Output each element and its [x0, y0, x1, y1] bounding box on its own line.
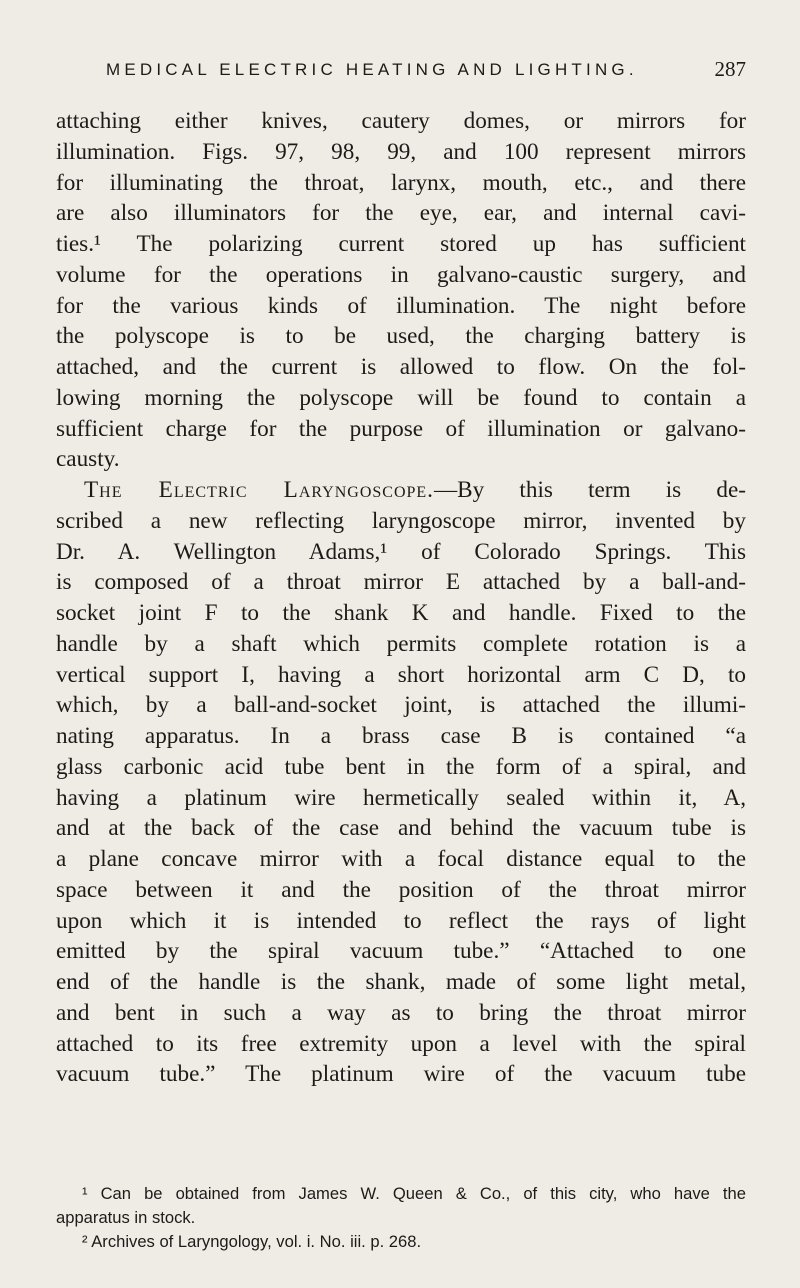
text-line: end of the handle is the shank, made of some light metal,	[56, 969, 746, 995]
text-line: the polyscope is to be used, the charging battery is	[56, 323, 746, 350]
text-line: attached, and the current is allowed to flow. On the fol-	[56, 354, 746, 380]
footnote-2: ² Archives of Laryngology, vol. i. No. iii. p. 268.	[82, 1232, 422, 1251]
text-line: illumination. Figs. 97, 98, 99, and 100 represent mirrors	[56, 138, 746, 165]
text-line: socket joint F to the shank K and handle. Fixed to the	[56, 600, 746, 626]
text-line: ties.¹ The polarizing current stored up has sufficient	[56, 231, 746, 257]
text-line: lowing morning the polyscope will be found to contain a	[56, 384, 746, 411]
text-line: are also illuminators for the eye, ear, and internal cavi-	[56, 200, 746, 227]
text-line: vacuum tube.” The platinum wire of the vacuum tube	[56, 1061, 746, 1088]
text-line: emitted by the spiral vacuum tube.” “Attached to one	[56, 938, 746, 965]
text-line: attaching either knives, cautery domes, or mirrors for	[56, 108, 746, 134]
footnote-1-continued: apparatus in stock.	[56, 1208, 196, 1227]
text-line: for the various kinds of illumination. The night before	[56, 292, 746, 319]
running-head	[106, 57, 746, 88]
running-title: MEDICAL ELECTRIC HEATING AND LIGHTING.	[106, 60, 638, 79]
text-line: which, by a ball-and-socket joint, is attached the illumi-	[56, 692, 746, 719]
text-line: a plane concave mirror with a focal distance equal to the	[56, 846, 746, 872]
text-line: upon which it is intended to reflect the rays of light	[56, 907, 746, 934]
body-text	[56, 106, 746, 1090]
text-line: for illuminating the throat, larynx, mouth, etc., and there	[56, 169, 746, 196]
page-number: 287	[714, 57, 746, 81]
text-line: is composed of a throat mirror E attached by a ball-and-	[56, 569, 746, 596]
text-line: and bent in such a way as to bring the throat mirror	[56, 999, 746, 1026]
text-line: scribed a new reflecting laryngoscope mirror, invented by	[56, 507, 746, 534]
section-first-line	[56, 475, 746, 506]
text-line: and at the back of the case and behind the vacuum tube is	[56, 815, 746, 842]
text-line: volume for the operations in galvano-caustic surgery, and	[56, 261, 746, 288]
text-line: handle by a shaft which permits complete rotation is a	[56, 630, 746, 657]
text-line: glass carbonic acid tube bent in the form of a spiral, and	[56, 753, 746, 780]
text-line: having a platinum wire hermetically sealed within it, A,	[56, 784, 746, 811]
text-line: nating apparatus. In a brass case B is contained “a	[56, 723, 746, 749]
section-first-line-text: —By this term is de-	[433, 477, 746, 503]
text-line: sufficient charge for the purpose of illumination or galvano-	[56, 415, 746, 442]
text-line: attached to its free extremity upon a level with the spiral	[56, 1030, 746, 1057]
footnote-1: ¹ Can be obtained from James W. Queen & Co., of this city, who have the	[82, 1184, 746, 1203]
text-line: causty.	[56, 446, 120, 473]
text-line: Dr. A. Wellington Adams,¹ of Colorado Springs. This	[56, 538, 746, 565]
section-heading: The Electric Laryngoscope.	[84, 477, 434, 503]
footnotes	[56, 1182, 746, 1254]
text-line: space between it and the position of the throat mirror	[56, 876, 746, 903]
text-line: vertical support I, having a short horizontal arm C D, to	[56, 661, 746, 688]
